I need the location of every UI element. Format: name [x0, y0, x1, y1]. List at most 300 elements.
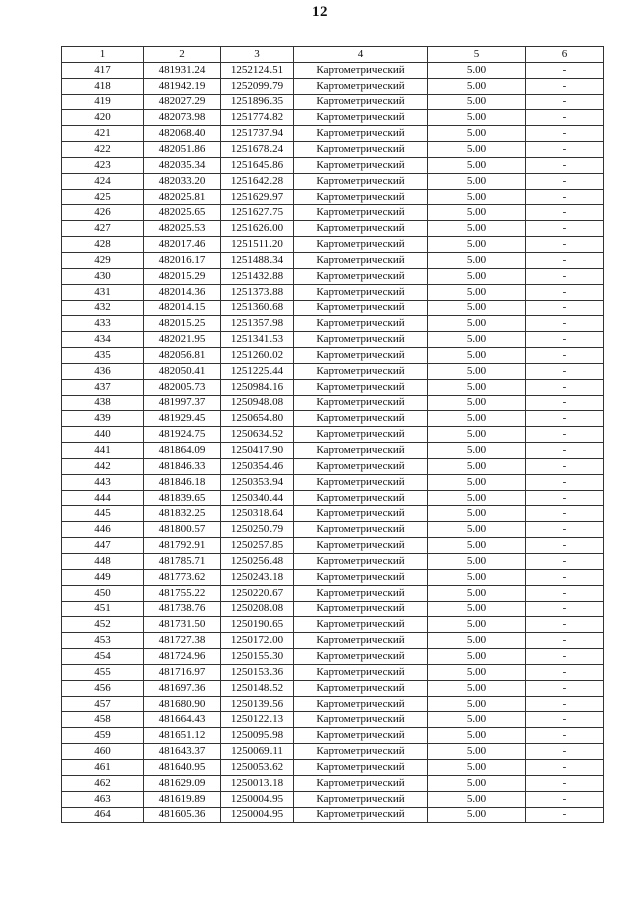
x-coordinate-cell: 481792.91 — [144, 538, 221, 554]
x-coordinate-cell: 482068.40 — [144, 126, 221, 142]
table-header-row — [62, 47, 604, 63]
y-coordinate-cell: 1251896.35 — [221, 94, 294, 110]
y-coordinate-cell: 1252099.79 — [221, 78, 294, 94]
method-cell: Картометрический — [294, 585, 428, 601]
point-number-cell: 422 — [62, 142, 144, 158]
y-coordinate-cell: 1251225.44 — [221, 363, 294, 379]
x-coordinate-cell: 481697.36 — [144, 680, 221, 696]
description-cell: - — [526, 173, 604, 189]
description-cell: - — [526, 522, 604, 538]
description-cell: - — [526, 554, 604, 570]
point-number-cell: 443 — [62, 474, 144, 490]
description-cell: - — [526, 363, 604, 379]
point-number-cell: 458 — [62, 712, 144, 728]
accuracy-cell: 5.00 — [428, 490, 526, 506]
y-coordinate-cell: 1250139.56 — [221, 696, 294, 712]
x-coordinate-cell: 481846.33 — [144, 458, 221, 474]
description-cell: - — [526, 680, 604, 696]
method-cell: Картометрический — [294, 395, 428, 411]
method-cell: Картометрический — [294, 443, 428, 459]
method-cell: Картометрический — [294, 284, 428, 300]
table-row — [62, 173, 604, 189]
description-cell: - — [526, 474, 604, 490]
accuracy-cell: 5.00 — [428, 680, 526, 696]
x-coordinate-cell: 481942.19 — [144, 78, 221, 94]
x-coordinate-cell: 481629.09 — [144, 775, 221, 791]
y-coordinate-cell: 1251627.75 — [221, 205, 294, 221]
accuracy-cell: 5.00 — [428, 78, 526, 94]
table-row — [62, 110, 604, 126]
point-number-cell: 437 — [62, 379, 144, 395]
point-number-cell: 453 — [62, 633, 144, 649]
y-coordinate-cell: 1251360.68 — [221, 300, 294, 316]
accuracy-cell: 5.00 — [428, 221, 526, 237]
x-coordinate-cell: 481605.36 — [144, 807, 221, 823]
table-row — [62, 490, 604, 506]
y-coordinate-cell: 1251642.28 — [221, 173, 294, 189]
y-coordinate-cell: 1250256.48 — [221, 554, 294, 570]
table-row — [62, 474, 604, 490]
table-row — [62, 237, 604, 253]
description-cell: - — [526, 332, 604, 348]
x-coordinate-cell: 481839.65 — [144, 490, 221, 506]
accuracy-cell: 5.00 — [428, 522, 526, 538]
description-cell: - — [526, 458, 604, 474]
x-coordinate-cell: 481785.71 — [144, 554, 221, 570]
method-cell: Картометрический — [294, 791, 428, 807]
table-row — [62, 332, 604, 348]
table-row — [62, 554, 604, 570]
y-coordinate-cell: 1251432.88 — [221, 268, 294, 284]
description-cell: - — [526, 237, 604, 253]
y-coordinate-cell: 1250417.90 — [221, 443, 294, 459]
x-coordinate-cell: 482014.15 — [144, 300, 221, 316]
point-number-cell: 419 — [62, 94, 144, 110]
method-cell: Картометрический — [294, 522, 428, 538]
point-number-cell: 417 — [62, 62, 144, 78]
table-row — [62, 744, 604, 760]
accuracy-cell: 5.00 — [428, 617, 526, 633]
accuracy-cell: 5.00 — [428, 633, 526, 649]
method-cell: Картометрический — [294, 94, 428, 110]
x-coordinate-cell: 482015.25 — [144, 316, 221, 332]
method-cell: Картометрический — [294, 554, 428, 570]
method-cell: Картометрический — [294, 221, 428, 237]
point-number-cell: 446 — [62, 522, 144, 538]
accuracy-cell: 5.00 — [428, 554, 526, 570]
method-cell: Картометрический — [294, 458, 428, 474]
description-cell: - — [526, 316, 604, 332]
table-row — [62, 300, 604, 316]
table-row — [62, 680, 604, 696]
y-coordinate-cell: 1250069.11 — [221, 744, 294, 760]
accuracy-cell: 5.00 — [428, 332, 526, 348]
description-cell: - — [526, 395, 604, 411]
y-coordinate-cell: 1250122.13 — [221, 712, 294, 728]
y-coordinate-cell: 1251357.98 — [221, 316, 294, 332]
y-coordinate-cell: 1251341.53 — [221, 332, 294, 348]
table-row — [62, 189, 604, 205]
table-row — [62, 157, 604, 173]
accuracy-cell: 5.00 — [428, 300, 526, 316]
method-cell: Картометрический — [294, 189, 428, 205]
method-cell: Картометрический — [294, 316, 428, 332]
point-number-cell: 430 — [62, 268, 144, 284]
x-coordinate-cell: 482005.73 — [144, 379, 221, 395]
header-cell: 3 — [221, 47, 294, 63]
method-cell: Картометрический — [294, 569, 428, 585]
accuracy-cell: 5.00 — [428, 712, 526, 728]
description-cell: - — [526, 791, 604, 807]
accuracy-cell: 5.00 — [428, 252, 526, 268]
method-cell: Картометрический — [294, 633, 428, 649]
x-coordinate-cell: 481651.12 — [144, 728, 221, 744]
point-number-cell: 455 — [62, 664, 144, 680]
description-cell: - — [526, 506, 604, 522]
y-coordinate-cell: 1250148.52 — [221, 680, 294, 696]
page-number: 12 — [312, 4, 328, 20]
x-coordinate-cell: 482025.81 — [144, 189, 221, 205]
accuracy-cell: 5.00 — [428, 126, 526, 142]
table-row — [62, 664, 604, 680]
accuracy-cell: 5.00 — [428, 411, 526, 427]
y-coordinate-cell: 1251511.20 — [221, 237, 294, 253]
method-cell: Картометрический — [294, 62, 428, 78]
table-row — [62, 221, 604, 237]
method-cell: Картометрический — [294, 78, 428, 94]
y-coordinate-cell: 1252124.51 — [221, 62, 294, 78]
y-coordinate-cell: 1250220.67 — [221, 585, 294, 601]
accuracy-cell: 5.00 — [428, 189, 526, 205]
description-cell: - — [526, 712, 604, 728]
x-coordinate-cell: 481773.62 — [144, 569, 221, 585]
accuracy-cell: 5.00 — [428, 807, 526, 823]
accuracy-cell: 5.00 — [428, 538, 526, 554]
x-coordinate-cell: 481931.24 — [144, 62, 221, 78]
description-cell: - — [526, 633, 604, 649]
method-cell: Картометрический — [294, 744, 428, 760]
point-number-cell: 449 — [62, 569, 144, 585]
method-cell: Картометрический — [294, 300, 428, 316]
y-coordinate-cell: 1250257.85 — [221, 538, 294, 554]
x-coordinate-cell: 481755.22 — [144, 585, 221, 601]
point-number-cell: 450 — [62, 585, 144, 601]
x-coordinate-cell: 482025.53 — [144, 221, 221, 237]
y-coordinate-cell: 1250053.62 — [221, 759, 294, 775]
description-cell: - — [526, 744, 604, 760]
y-coordinate-cell: 1250654.80 — [221, 411, 294, 427]
method-cell: Картометрический — [294, 474, 428, 490]
accuracy-cell: 5.00 — [428, 237, 526, 253]
y-coordinate-cell: 1250172.00 — [221, 633, 294, 649]
x-coordinate-cell: 481832.25 — [144, 506, 221, 522]
x-coordinate-cell: 481846.18 — [144, 474, 221, 490]
y-coordinate-cell: 1250353.94 — [221, 474, 294, 490]
description-cell: - — [526, 569, 604, 585]
method-cell: Картометрический — [294, 110, 428, 126]
description-cell: - — [526, 300, 604, 316]
point-number-cell: 454 — [62, 649, 144, 665]
method-cell: Картометрический — [294, 126, 428, 142]
accuracy-cell: 5.00 — [428, 62, 526, 78]
x-coordinate-cell: 481997.37 — [144, 395, 221, 411]
accuracy-cell: 5.00 — [428, 791, 526, 807]
method-cell: Картометрический — [294, 268, 428, 284]
x-coordinate-cell: 481864.09 — [144, 443, 221, 459]
method-cell: Картометрический — [294, 157, 428, 173]
point-number-cell: 439 — [62, 411, 144, 427]
point-number-cell: 459 — [62, 728, 144, 744]
method-cell: Картометрический — [294, 617, 428, 633]
method-cell: Картометрический — [294, 649, 428, 665]
description-cell: - — [526, 348, 604, 364]
point-number-cell: 429 — [62, 252, 144, 268]
table-row — [62, 569, 604, 585]
table-row — [62, 268, 604, 284]
table-row — [62, 252, 604, 268]
table-row — [62, 649, 604, 665]
point-number-cell: 462 — [62, 775, 144, 791]
method-cell: Картометрический — [294, 237, 428, 253]
accuracy-cell: 5.00 — [428, 427, 526, 443]
method-cell: Картометрический — [294, 680, 428, 696]
point-number-cell: 418 — [62, 78, 144, 94]
table-row — [62, 94, 604, 110]
description-cell: - — [526, 94, 604, 110]
x-coordinate-cell: 481640.95 — [144, 759, 221, 775]
table-body — [62, 62, 604, 823]
table-row — [62, 348, 604, 364]
table-row — [62, 316, 604, 332]
method-cell: Картометрический — [294, 142, 428, 158]
description-cell: - — [526, 585, 604, 601]
description-cell: - — [526, 221, 604, 237]
header-cell: 5 — [428, 47, 526, 63]
x-coordinate-cell: 482073.98 — [144, 110, 221, 126]
table-row — [62, 728, 604, 744]
point-number-cell: 420 — [62, 110, 144, 126]
description-cell: - — [526, 268, 604, 284]
table-row — [62, 411, 604, 427]
point-number-cell: 460 — [62, 744, 144, 760]
description-cell: - — [526, 62, 604, 78]
table-row — [62, 759, 604, 775]
accuracy-cell: 5.00 — [428, 696, 526, 712]
description-cell: - — [526, 126, 604, 142]
x-coordinate-cell: 482056.81 — [144, 348, 221, 364]
x-coordinate-cell: 481731.50 — [144, 617, 221, 633]
y-coordinate-cell: 1250243.18 — [221, 569, 294, 585]
y-coordinate-cell: 1250948.08 — [221, 395, 294, 411]
point-number-cell: 423 — [62, 157, 144, 173]
accuracy-cell: 5.00 — [428, 664, 526, 680]
accuracy-cell: 5.00 — [428, 443, 526, 459]
accuracy-cell: 5.00 — [428, 268, 526, 284]
x-coordinate-cell: 482017.46 — [144, 237, 221, 253]
x-coordinate-cell: 482050.41 — [144, 363, 221, 379]
description-cell: - — [526, 411, 604, 427]
method-cell: Картометрический — [294, 712, 428, 728]
description-cell: - — [526, 443, 604, 459]
accuracy-cell: 5.00 — [428, 585, 526, 601]
point-number-cell: 435 — [62, 348, 144, 364]
description-cell: - — [526, 205, 604, 221]
point-number-cell: 447 — [62, 538, 144, 554]
y-coordinate-cell: 1250208.08 — [221, 601, 294, 617]
method-cell: Картометрический — [294, 411, 428, 427]
method-cell: Картометрический — [294, 332, 428, 348]
table-row — [62, 538, 604, 554]
description-cell: - — [526, 379, 604, 395]
y-coordinate-cell: 1251645.86 — [221, 157, 294, 173]
accuracy-cell: 5.00 — [428, 728, 526, 744]
accuracy-cell: 5.00 — [428, 474, 526, 490]
method-cell: Картометрический — [294, 363, 428, 379]
point-number-cell: 432 — [62, 300, 144, 316]
header-cell: 4 — [294, 47, 428, 63]
table-row — [62, 506, 604, 522]
table-row — [62, 522, 604, 538]
x-coordinate-cell: 481664.43 — [144, 712, 221, 728]
y-coordinate-cell: 1250340.44 — [221, 490, 294, 506]
description-cell: - — [526, 490, 604, 506]
x-coordinate-cell: 482027.29 — [144, 94, 221, 110]
x-coordinate-cell: 481800.57 — [144, 522, 221, 538]
description-cell: - — [526, 807, 604, 823]
method-cell: Картометрический — [294, 379, 428, 395]
y-coordinate-cell: 1251488.34 — [221, 252, 294, 268]
header-cell: 1 — [62, 47, 144, 63]
accuracy-cell: 5.00 — [428, 506, 526, 522]
y-coordinate-cell: 1250634.52 — [221, 427, 294, 443]
table-row — [62, 617, 604, 633]
accuracy-cell: 5.00 — [428, 601, 526, 617]
x-coordinate-cell: 481643.37 — [144, 744, 221, 760]
x-coordinate-cell: 481724.96 — [144, 649, 221, 665]
table-row — [62, 78, 604, 94]
table-row — [62, 633, 604, 649]
accuracy-cell: 5.00 — [428, 458, 526, 474]
table-row — [62, 585, 604, 601]
accuracy-cell: 5.00 — [428, 759, 526, 775]
point-number-cell: 431 — [62, 284, 144, 300]
description-cell: - — [526, 775, 604, 791]
point-number-cell: 436 — [62, 363, 144, 379]
point-number-cell: 438 — [62, 395, 144, 411]
table-row — [62, 379, 604, 395]
accuracy-cell: 5.00 — [428, 157, 526, 173]
method-cell: Картометрический — [294, 427, 428, 443]
description-cell: - — [526, 649, 604, 665]
table-row — [62, 284, 604, 300]
y-coordinate-cell: 1250190.65 — [221, 617, 294, 633]
accuracy-cell: 5.00 — [428, 569, 526, 585]
point-number-cell: 434 — [62, 332, 144, 348]
point-number-cell: 464 — [62, 807, 144, 823]
method-cell: Картометрический — [294, 173, 428, 189]
accuracy-cell: 5.00 — [428, 205, 526, 221]
point-number-cell: 461 — [62, 759, 144, 775]
description-cell: - — [526, 538, 604, 554]
table-row — [62, 363, 604, 379]
point-number-cell: 451 — [62, 601, 144, 617]
x-coordinate-cell: 482035.34 — [144, 157, 221, 173]
x-coordinate-cell: 482021.95 — [144, 332, 221, 348]
point-number-cell: 457 — [62, 696, 144, 712]
method-cell: Картометрический — [294, 696, 428, 712]
accuracy-cell: 5.00 — [428, 173, 526, 189]
x-coordinate-cell: 481924.75 — [144, 427, 221, 443]
method-cell: Картометрический — [294, 775, 428, 791]
x-coordinate-cell: 481716.97 — [144, 664, 221, 680]
description-cell: - — [526, 617, 604, 633]
accuracy-cell: 5.00 — [428, 316, 526, 332]
method-cell: Картометрический — [294, 490, 428, 506]
point-number-cell: 433 — [62, 316, 144, 332]
y-coordinate-cell: 1250354.46 — [221, 458, 294, 474]
description-cell: - — [526, 110, 604, 126]
x-coordinate-cell: 482016.17 — [144, 252, 221, 268]
header-cell: 2 — [144, 47, 221, 63]
method-cell: Картометрический — [294, 348, 428, 364]
coordinates-table — [61, 46, 604, 823]
table-row — [62, 696, 604, 712]
table-row — [62, 443, 604, 459]
table-row — [62, 458, 604, 474]
point-number-cell: 428 — [62, 237, 144, 253]
point-number-cell: 421 — [62, 126, 144, 142]
table-row — [62, 205, 604, 221]
x-coordinate-cell: 482025.65 — [144, 205, 221, 221]
accuracy-cell: 5.00 — [428, 348, 526, 364]
method-cell: Картометрический — [294, 538, 428, 554]
table-row — [62, 142, 604, 158]
y-coordinate-cell: 1251260.02 — [221, 348, 294, 364]
header-cell: 6 — [526, 47, 604, 63]
table-row — [62, 807, 604, 823]
accuracy-cell: 5.00 — [428, 110, 526, 126]
description-cell: - — [526, 252, 604, 268]
description-cell: - — [526, 189, 604, 205]
accuracy-cell: 5.00 — [428, 94, 526, 110]
point-number-cell: 427 — [62, 221, 144, 237]
y-coordinate-cell: 1251626.00 — [221, 221, 294, 237]
point-number-cell: 441 — [62, 443, 144, 459]
accuracy-cell: 5.00 — [428, 744, 526, 760]
y-coordinate-cell: 1251737.94 — [221, 126, 294, 142]
accuracy-cell: 5.00 — [428, 649, 526, 665]
point-number-cell: 440 — [62, 427, 144, 443]
y-coordinate-cell: 1250155.30 — [221, 649, 294, 665]
y-coordinate-cell: 1251373.88 — [221, 284, 294, 300]
y-coordinate-cell: 1251678.24 — [221, 142, 294, 158]
description-cell: - — [526, 142, 604, 158]
y-coordinate-cell: 1250004.95 — [221, 807, 294, 823]
method-cell: Картометрический — [294, 252, 428, 268]
y-coordinate-cell: 1250153.36 — [221, 664, 294, 680]
table-row — [62, 395, 604, 411]
point-number-cell: 448 — [62, 554, 144, 570]
y-coordinate-cell: 1250984.16 — [221, 379, 294, 395]
point-number-cell: 452 — [62, 617, 144, 633]
x-coordinate-cell: 482051.86 — [144, 142, 221, 158]
y-coordinate-cell: 1250318.64 — [221, 506, 294, 522]
method-cell: Картометрический — [294, 601, 428, 617]
method-cell: Картометрический — [294, 205, 428, 221]
description-cell: - — [526, 696, 604, 712]
description-cell: - — [526, 728, 604, 744]
description-cell: - — [526, 759, 604, 775]
